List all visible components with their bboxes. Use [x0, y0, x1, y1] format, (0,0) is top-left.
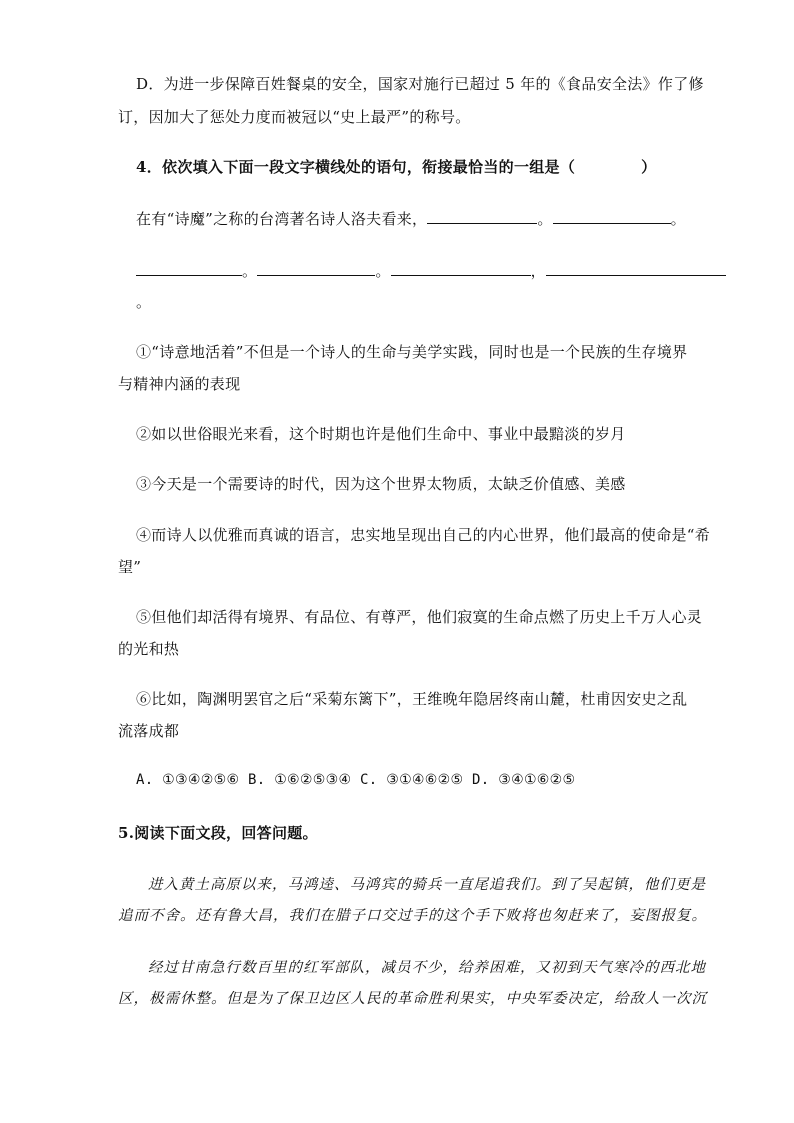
question-4-title	[136, 156, 656, 177]
stem-comma: ，	[530, 262, 546, 280]
option-d-line-1: D．为进一步保障百姓餐桌的安全，国家对施行已超过 5 年的《食品安全法》作了修	[136, 75, 704, 93]
stem-period-3: 。	[242, 262, 258, 280]
answer-blank-4	[257, 261, 375, 276]
item-4-line-2: 望”	[118, 558, 142, 576]
item-5-line-2: 的光和热	[118, 640, 180, 658]
answer-blank-5	[391, 261, 531, 276]
item-3: ③今天是一个需要诗的时代，因为这个世界太物质，太缺乏价值感、美感	[136, 475, 626, 493]
passage-p1-line-1: 进入黄土高原以来，马鸿逵、马鸿宾的骑兵一直尾追我们。到了吴起镇，他们更是	[148, 877, 706, 893]
item-1-line-1: ①“诗意地活着”不但是一个诗人的生命与美学实践，同时也是一个民族的生存境界	[136, 343, 688, 361]
answer-blank-3	[136, 261, 242, 276]
question-4-stem-end: 。	[136, 293, 152, 311]
question-4-title-text: 4．依次填入下面一段文字横线处的语句，衔接最恰当的一组是（	[136, 158, 576, 176]
passage-p2-line-1: 经过甘南急行数百里的红军部队，减员不少，给养困难，又初到天气寒冷的西北地	[148, 960, 706, 976]
item-4-line-1: ④而诗人以优雅而真诚的语言，忠实地呈现出自己的内心世界，他们最高的使命是“希	[136, 526, 711, 544]
question-4-title-close: ）	[641, 158, 657, 176]
item-2: ②如以世俗眼光来看，这个时期也许是他们生命中、事业中最黯淡的岁月	[136, 425, 626, 443]
item-5-line-1: ⑤但他们却活得有境界、有品位、有尊严，他们寂寞的生命点燃了历史上千万人心灵	[136, 608, 703, 626]
stem-period-2: 。	[670, 210, 686, 228]
item-6-line-1: ⑥比如，陶渊明罢官之后“采菊东篱下”，王维晚年隐居终南山麓，杜甫因安史之乱	[136, 690, 688, 708]
stem-period-1: 。	[537, 210, 553, 228]
passage-p1-line-2: 追而不舍。还有鲁大昌，我们在腊子口交过手的这个手下败将也匆赶来了，妄图报复。	[118, 908, 707, 924]
passage-p2-line-2: 区，极需休整。但是为了保卫边区人民的革命胜利果实，中央军委决定，给敌人一次沉	[118, 991, 707, 1007]
answer-blank-1	[427, 209, 537, 224]
stem-text: 在有“诗魔”之称的台湾著名诗人洛夫看来，	[136, 210, 428, 228]
question-4-stem-line-1	[136, 208, 686, 229]
item-6-line-2: 流落成都	[118, 722, 180, 740]
option-d-line-2: 订，因加大了惩处力度而被冠以“史上最严”的称号。	[118, 108, 471, 126]
question-4-choices: A. ①③④②⑤⑥ B. ①⑥②⑤③④ C. ③①④⑥②⑤ D. ③④①⑥②⑤	[136, 772, 576, 788]
stem-period-4: 。	[375, 262, 391, 280]
answer-blank-2	[553, 209, 671, 224]
answer-blank-6	[546, 261, 726, 276]
question-4-stem-line-2	[136, 260, 726, 281]
item-1-line-2: 与精神内涵的表现	[118, 375, 241, 393]
question-5-title: 5.阅读下面文段，回答问题。	[118, 824, 318, 842]
